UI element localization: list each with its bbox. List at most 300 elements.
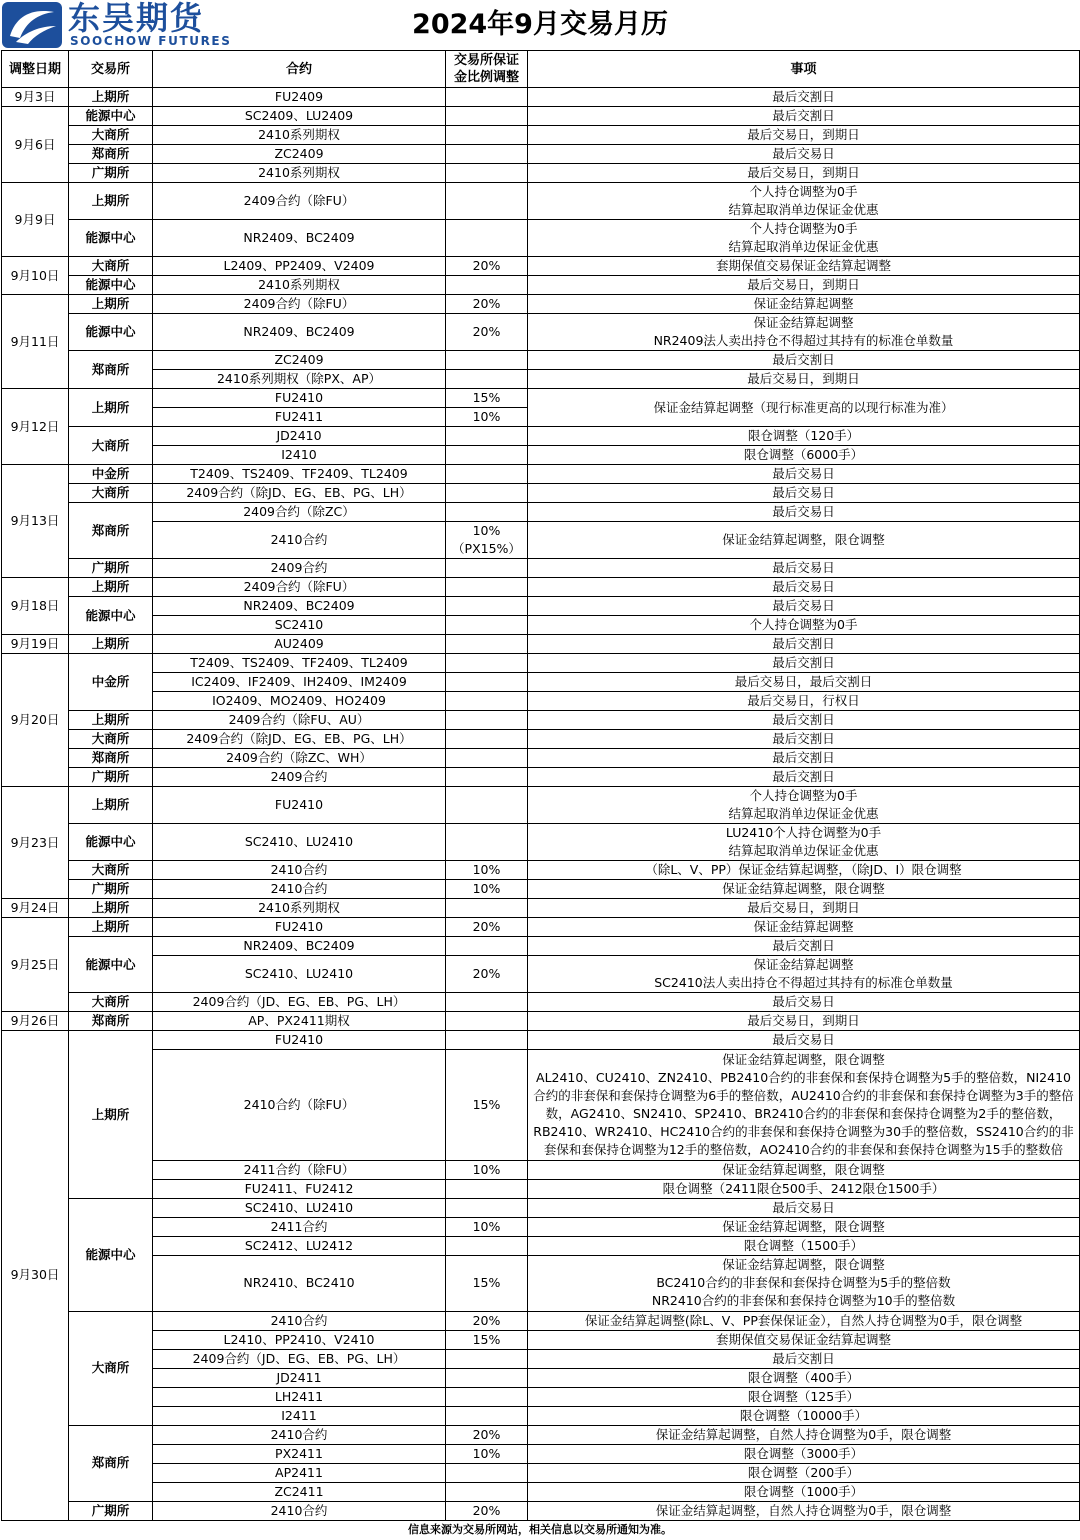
table-row xyxy=(2,937,1080,956)
item-cell: 限仓调整（120手） xyxy=(528,427,1080,446)
brand-name-cn: 东吴期货 xyxy=(68,0,205,37)
margin-cell xyxy=(446,730,528,749)
item-cell: 限仓调整（1500手） xyxy=(528,1237,1080,1256)
table-row xyxy=(2,993,1080,1012)
date-cell: 9月23日 xyxy=(2,787,69,899)
contract-cell: L2409、PP2409、V2409 xyxy=(153,257,446,276)
exchange-cell: 大商所 xyxy=(69,1311,153,1425)
table-row xyxy=(2,1482,1080,1501)
item-cell: 最后交易日 xyxy=(528,465,1080,484)
item-cell: 保证金结算起调整，自然人持仓调整为0手，限仓调整 xyxy=(528,1501,1080,1520)
table-row xyxy=(2,1161,1080,1180)
exchange-cell: 能源中心 xyxy=(69,314,153,351)
margin-cell: 20% xyxy=(446,257,528,276)
contract-cell: I2411 xyxy=(153,1406,446,1425)
exchange-cell: 广期所 xyxy=(69,559,153,578)
margin-cell xyxy=(446,578,528,597)
contract-cell: ZC2409 xyxy=(153,145,446,164)
footer-note: 信息来源为交易所网站，相关信息以交易所通知为准。 xyxy=(408,1523,672,1536)
table-row xyxy=(2,1180,1080,1199)
contract-cell: FU2410 xyxy=(153,1031,446,1050)
contract-cell: ZC2409 xyxy=(153,351,446,370)
item-cell: 限仓调整（125手） xyxy=(528,1387,1080,1406)
table-row xyxy=(2,351,1080,370)
contract-cell: FU2409 xyxy=(153,88,446,107)
margin-cell xyxy=(446,503,528,522)
item-cell: 最后交易日，最后交割日 xyxy=(528,673,1080,692)
contract-cell: 2410系列期权 xyxy=(153,164,446,183)
contract-cell: SC2412、LU2412 xyxy=(153,1237,446,1256)
margin-cell xyxy=(446,824,528,861)
date-cell: 9月19日 xyxy=(2,635,69,654)
contract-cell: 2410合约 xyxy=(153,522,446,559)
margin-cell xyxy=(446,692,528,711)
table-row xyxy=(2,1406,1080,1425)
margin-cell xyxy=(446,276,528,295)
contract-cell: 2411合约（除FU） xyxy=(153,1161,446,1180)
contract-cell: IO2409、MO2409、HO2409 xyxy=(153,692,446,711)
margin-cell: 10% xyxy=(446,1161,528,1180)
margin-cell xyxy=(446,1463,528,1482)
item-cell: （除L、V、PP）保证金结算起调整，（除JD、I）限仓调整 xyxy=(528,861,1080,880)
date-cell: 9月25日 xyxy=(2,918,69,1012)
contract-cell: FU2410 xyxy=(153,389,446,408)
margin-cell: 10% xyxy=(446,408,528,427)
date-cell: 9月11日 xyxy=(2,295,69,389)
contract-cell: NR2409、BC2409 xyxy=(153,937,446,956)
calendar-body xyxy=(2,88,1080,1521)
contract-cell: FU2411、FU2412 xyxy=(153,1180,446,1199)
margin-cell xyxy=(446,1199,528,1218)
margin-cell xyxy=(446,1368,528,1387)
exchange-cell: 广期所 xyxy=(69,164,153,183)
table-row xyxy=(2,1349,1080,1368)
contract-cell: AP2411 xyxy=(153,1463,446,1482)
margin-cell xyxy=(446,1237,528,1256)
item-cell: 最后交割日 xyxy=(528,937,1080,956)
table-row xyxy=(2,711,1080,730)
margin-cell: 10% （PX15%） xyxy=(446,522,528,559)
margin-cell xyxy=(446,559,528,578)
margin-cell: 10% xyxy=(446,1444,528,1463)
item-cell: 最后交易日，到期日 xyxy=(528,899,1080,918)
exchange-cell: 上期所 xyxy=(69,711,153,730)
contract-cell: 2409合约（除FU） xyxy=(153,295,446,314)
margin-cell: 20% xyxy=(446,295,528,314)
exchange-cell: 能源中心 xyxy=(69,276,153,295)
header-contract: 合约 xyxy=(153,51,446,88)
table-row xyxy=(2,1031,1080,1050)
header xyxy=(0,0,1080,50)
item-cell: 保证金结算起调整 SC2410法人卖出持仓不得超过其持有的标准仓单数量 xyxy=(528,956,1080,993)
table-row xyxy=(2,88,1080,107)
contract-cell: 2411合约 xyxy=(153,1218,446,1237)
date-cell: 9月18日 xyxy=(2,578,69,635)
margin-cell xyxy=(446,899,528,918)
margin-cell: 10% xyxy=(446,880,528,899)
exchange-cell: 能源中心 xyxy=(69,220,153,257)
table-row xyxy=(2,673,1080,692)
item-cell: 限仓调整（1000手） xyxy=(528,1482,1080,1501)
table-row xyxy=(2,1050,1080,1161)
brand-name-en: SOOCHOW FUTURES xyxy=(70,34,232,48)
exchange-cell: 上期所 xyxy=(69,918,153,937)
item-cell: 个人持仓调整为0手 结算起取消单边保证金优惠 xyxy=(528,220,1080,257)
contract-cell: FU2410 xyxy=(153,787,446,824)
margin-cell: 15% xyxy=(446,389,528,408)
item-cell: 最后交割日 xyxy=(528,107,1080,126)
exchange-cell: 郑商所 xyxy=(69,749,153,768)
exchange-cell: 上期所 xyxy=(69,787,153,824)
margin-cell xyxy=(446,1349,528,1368)
margin-cell xyxy=(446,1482,528,1501)
date-cell: 9月10日 xyxy=(2,257,69,295)
margin-cell xyxy=(446,711,528,730)
contract-cell: 2409合约 xyxy=(153,559,446,578)
margin-cell: 20% xyxy=(446,918,528,937)
item-cell: 最后交易日 xyxy=(528,993,1080,1012)
item-cell: 最后交割日 xyxy=(528,1349,1080,1368)
item-cell: 限仓调整（10000手） xyxy=(528,1406,1080,1425)
item-cell: 限仓调整（200手） xyxy=(528,1463,1080,1482)
margin-cell xyxy=(446,446,528,465)
item-cell: 最后交割日 xyxy=(528,730,1080,749)
margin-cell xyxy=(446,1012,528,1031)
item-cell: 最后交割日 xyxy=(528,768,1080,787)
exchange-cell: 郑商所 xyxy=(69,503,153,559)
margin-cell: 20% xyxy=(446,314,528,351)
item-cell: 最后交易日 xyxy=(528,484,1080,503)
table-row xyxy=(2,918,1080,937)
exchange-cell: 上期所 xyxy=(69,578,153,597)
margin-cell: 20% xyxy=(446,956,528,993)
item-cell: 最后交割日 xyxy=(528,351,1080,370)
item-cell: 最后交割日 xyxy=(528,749,1080,768)
contract-cell: 2409合约（除ZC、WH） xyxy=(153,749,446,768)
margin-cell xyxy=(446,220,528,257)
table-row xyxy=(2,107,1080,126)
header-date: 调整日期 xyxy=(2,51,69,88)
table-row xyxy=(2,126,1080,145)
contract-cell: 2409合约（JD、EG、EB、PG、LH） xyxy=(153,1349,446,1368)
contract-cell: 2410合约 xyxy=(153,1425,446,1444)
contract-cell: 2410合约 xyxy=(153,861,446,880)
contract-cell: T2409、TS2409、TF2409、TL2409 xyxy=(153,465,446,484)
table-row xyxy=(2,183,1080,220)
margin-cell xyxy=(446,370,528,389)
margin-cell xyxy=(446,1180,528,1199)
table-row xyxy=(2,861,1080,880)
item-cell: 保证金结算起调整，限仓调整 xyxy=(528,522,1080,559)
table-row xyxy=(2,1425,1080,1444)
exchange-cell: 大商所 xyxy=(69,427,153,465)
contract-cell: L2410、PP2410、V2410 xyxy=(153,1330,446,1349)
margin-cell xyxy=(446,937,528,956)
contract-cell: 2410合约 xyxy=(153,880,446,899)
contract-cell: 2409合约 xyxy=(153,768,446,787)
item-cell: 最后交易日 xyxy=(528,578,1080,597)
exchange-cell: 能源中心 xyxy=(69,1199,153,1312)
exchange-cell: 上期所 xyxy=(69,635,153,654)
table-row xyxy=(2,446,1080,465)
exchange-cell: 中金所 xyxy=(69,465,153,484)
contract-cell: IC2409、IF2409、IH2409、IM2409 xyxy=(153,673,446,692)
contract-cell: 2409合约（除JD、EG、EB、PG、LH） xyxy=(153,730,446,749)
margin-cell xyxy=(446,1387,528,1406)
margin-cell: 15% xyxy=(446,1330,528,1349)
margin-cell xyxy=(446,787,528,824)
margin-cell xyxy=(446,1031,528,1050)
contract-cell: FU2410 xyxy=(153,918,446,937)
margin-cell xyxy=(446,351,528,370)
margin-cell: 15% xyxy=(446,1050,528,1161)
date-cell: 9月13日 xyxy=(2,465,69,578)
contract-cell: 2409合约（除FU） xyxy=(153,183,446,220)
item-cell: 最后交易日，到期日 xyxy=(528,1012,1080,1031)
date-cell: 9月24日 xyxy=(2,899,69,918)
margin-cell xyxy=(446,673,528,692)
table-row xyxy=(2,484,1080,503)
table-row xyxy=(2,257,1080,276)
contract-cell: SC2409、LU2409 xyxy=(153,107,446,126)
exchange-cell: 上期所 xyxy=(69,88,153,107)
item-cell: 套期保值交易保证金结算起调整 xyxy=(528,257,1080,276)
item-cell: LU2410个人持仓调整为0手 结算起取消单边保证金优惠 xyxy=(528,824,1080,861)
contract-cell: 2410合约 xyxy=(153,1311,446,1330)
exchange-cell: 能源中心 xyxy=(69,597,153,635)
contract-cell: FU2411 xyxy=(153,408,446,427)
contract-cell: AP、PX2411期权 xyxy=(153,1012,446,1031)
item-cell: 最后交易日 xyxy=(528,1199,1080,1218)
table-row xyxy=(2,1501,1080,1520)
margin-cell: 20% xyxy=(446,1311,528,1330)
table-row xyxy=(2,956,1080,993)
header-margin: 交易所保证 金比例调整 xyxy=(446,51,528,88)
exchange-cell: 大商所 xyxy=(69,730,153,749)
table-row xyxy=(2,465,1080,484)
margin-cell xyxy=(446,1406,528,1425)
table-row xyxy=(2,370,1080,389)
contract-cell: 2409合约（除JD、EG、EB、PG、LH） xyxy=(153,484,446,503)
item-cell: 保证金结算起调整，限仓调整 xyxy=(528,1218,1080,1237)
exchange-cell: 大商所 xyxy=(69,257,153,276)
table-row xyxy=(2,1387,1080,1406)
table-row xyxy=(2,220,1080,257)
table-row xyxy=(2,276,1080,295)
table-row xyxy=(2,1330,1080,1349)
margin-cell: 10% xyxy=(446,861,528,880)
margin-cell xyxy=(446,597,528,616)
item-cell: 最后交易日 xyxy=(528,503,1080,522)
item-cell: 保证金结算起调整(除L、V、PP套保保证金），自然人持仓调整为0手，限仓调整 xyxy=(528,1311,1080,1330)
item-cell: 最后交易日，到期日 xyxy=(528,276,1080,295)
header-exchange: 交易所 xyxy=(69,51,153,88)
table-row xyxy=(2,164,1080,183)
table-row xyxy=(2,314,1080,351)
item-cell: 最后交易日，到期日 xyxy=(528,370,1080,389)
exchange-cell: 郑商所 xyxy=(69,1012,153,1031)
table-row xyxy=(2,635,1080,654)
contract-cell: NR2409、BC2409 xyxy=(153,314,446,351)
contract-cell: 2410系列期权 xyxy=(153,899,446,918)
item-cell: 最后交易日 xyxy=(528,559,1080,578)
contract-cell: SC2410、LU2410 xyxy=(153,956,446,993)
item-cell: 保证金结算起调整，限仓调整 xyxy=(528,880,1080,899)
table-row xyxy=(2,503,1080,522)
contract-cell: NR2410、BC2410 xyxy=(153,1256,446,1312)
exchange-cell: 大商所 xyxy=(69,861,153,880)
margin-cell xyxy=(446,993,528,1012)
margin-cell xyxy=(446,616,528,635)
table-row xyxy=(2,578,1080,597)
table-row xyxy=(2,654,1080,673)
calendar-table xyxy=(1,50,1080,1521)
table-row xyxy=(2,787,1080,824)
item-cell: 个人持仓调整为0手 结算起取消单边保证金优惠 xyxy=(528,183,1080,220)
item-cell: 最后交割日 xyxy=(528,711,1080,730)
date-cell: 9月3日 xyxy=(2,88,69,107)
header-item: 事项 xyxy=(528,51,1080,88)
exchange-cell: 上期所 xyxy=(69,899,153,918)
item-cell: 限仓调整（400手） xyxy=(528,1368,1080,1387)
exchange-cell: 上期所 xyxy=(69,183,153,220)
contract-cell: SC2410、LU2410 xyxy=(153,1199,446,1218)
table-row xyxy=(2,824,1080,861)
item-cell: 保证金结算起调整 NR2409法人卖出持仓不得超过其持有的标准仓单数量 xyxy=(528,314,1080,351)
item-cell: 限仓调整（3000手） xyxy=(528,1444,1080,1463)
contract-cell: AU2409 xyxy=(153,635,446,654)
exchange-cell: 上期所 xyxy=(69,389,153,427)
table-row xyxy=(2,1256,1080,1312)
table-row xyxy=(2,768,1080,787)
table-row xyxy=(2,522,1080,559)
item-cell: 限仓调整（2411限仓500手、2412限仓1500手） xyxy=(528,1180,1080,1199)
contract-cell: JD2411 xyxy=(153,1368,446,1387)
item-cell: 最后交易日，到期日 xyxy=(528,126,1080,145)
date-cell: 9月30日 xyxy=(2,1031,69,1521)
table-row xyxy=(2,899,1080,918)
exchange-cell: 能源中心 xyxy=(69,937,153,993)
margin-cell xyxy=(446,749,528,768)
contract-cell: SC2410 xyxy=(153,616,446,635)
contract-cell: 2410合约 xyxy=(153,1501,446,1520)
margin-cell xyxy=(446,768,528,787)
exchange-cell: 大商所 xyxy=(69,993,153,1012)
margin-cell: 20% xyxy=(446,1425,528,1444)
table-row xyxy=(2,616,1080,635)
item-cell: 最后交易日，行权日 xyxy=(528,692,1080,711)
contract-cell: LH2411 xyxy=(153,1387,446,1406)
item-cell: 保证金结算起调整，自然人持仓调整为0手，限仓调整 xyxy=(528,1425,1080,1444)
date-cell: 9月9日 xyxy=(2,183,69,257)
item-cell: 保证金结算起调整（现行标准更高的以现行标准为准） xyxy=(528,389,1080,427)
table-row xyxy=(2,389,1080,408)
item-cell: 个人持仓调整为0手 xyxy=(528,616,1080,635)
exchange-cell: 大商所 xyxy=(69,484,153,503)
item-cell: 保证金结算起调整，限仓调整 xyxy=(528,1161,1080,1180)
contract-cell: T2409、TS2409、TF2409、TL2409 xyxy=(153,654,446,673)
exchange-cell: 上期所 xyxy=(69,295,153,314)
date-cell: 9月26日 xyxy=(2,1012,69,1031)
margin-cell xyxy=(446,88,528,107)
table-row xyxy=(2,559,1080,578)
item-cell: 最后交易日，到期日 xyxy=(528,164,1080,183)
exchange-cell: 郑商所 xyxy=(69,145,153,164)
exchange-cell: 中金所 xyxy=(69,654,153,711)
table-row xyxy=(2,1444,1080,1463)
item-cell: 个人持仓调整为0手 结算起取消单边保证金优惠 xyxy=(528,787,1080,824)
margin-cell xyxy=(446,126,528,145)
page-title: 2024年9月交易月历 xyxy=(412,9,668,40)
item-cell: 最后交割日 xyxy=(528,654,1080,673)
exchange-cell: 能源中心 xyxy=(69,824,153,861)
margin-cell xyxy=(446,484,528,503)
table-row xyxy=(2,749,1080,768)
item-cell: 最后交易日 xyxy=(528,597,1080,616)
margin-cell xyxy=(446,654,528,673)
contract-cell: 2409合约（除FU、AU） xyxy=(153,711,446,730)
item-cell: 保证金结算起调整，限仓调整 BC2410合约的非套保和套保持仓调整为5手的整倍数 NR2410合约的非套保和套保持仓调整为10手的整倍数 xyxy=(528,1256,1080,1312)
table-row xyxy=(2,1311,1080,1330)
table-row xyxy=(2,597,1080,616)
table-header-row xyxy=(2,51,1080,88)
contract-cell: 2410系列期权 xyxy=(153,126,446,145)
table-row xyxy=(2,692,1080,711)
contract-cell: JD2410 xyxy=(153,427,446,446)
table-row xyxy=(2,1199,1080,1218)
exchange-cell: 大商所 xyxy=(69,126,153,145)
item-cell: 保证金结算起调整 xyxy=(528,295,1080,314)
table-row xyxy=(2,1237,1080,1256)
contract-cell: NR2409、BC2409 xyxy=(153,597,446,616)
item-cell: 最后交易日 xyxy=(528,1031,1080,1050)
margin-cell xyxy=(446,107,528,126)
contract-cell: 2409合约（除ZC） xyxy=(153,503,446,522)
contract-cell: 2410系列期权（除PX、AP） xyxy=(153,370,446,389)
contract-cell: 2409合约（JD、EG、EB、PG、LH） xyxy=(153,993,446,1012)
table-row xyxy=(2,295,1080,314)
item-cell: 套期保值交易保证金结算起调整 xyxy=(528,1330,1080,1349)
item-cell: 最后交割日 xyxy=(528,635,1080,654)
contract-cell: 2410系列期权 xyxy=(153,276,446,295)
margin-cell xyxy=(446,183,528,220)
contract-cell: 2409合约（除FU） xyxy=(153,578,446,597)
item-cell: 保证金结算起调整，限仓调整 AL2410、CU2410、ZN2410、PB2410合约的非套保和套保持仓调整为5手的整倍数，NI2410合约的非套保和套保持仓调整为6手的整倍数，AU2410合约的非套保和套保持仓调整为3手的整倍数，AG2410、SN2410、SP2410、BR2410合约的非套保和套保持仓调整为2手的整倍数，RB2410、WR2410、HC2410合约的非套保和套保持仓调整为30手的整倍数，SS2410合约的非套保和套保持仓调整为12手的整倍数，AO2410合约的非套保和套保持仓调整为15手的整数倍 xyxy=(528,1050,1080,1161)
margin-cell xyxy=(446,465,528,484)
margin-cell: 15% xyxy=(446,1256,528,1312)
table-row xyxy=(2,1012,1080,1031)
item-cell: 保证金结算起调整 xyxy=(528,918,1080,937)
margin-cell xyxy=(446,164,528,183)
date-cell: 9月20日 xyxy=(2,654,69,787)
contract-cell: I2410 xyxy=(153,446,446,465)
item-cell: 最后交割日 xyxy=(528,88,1080,107)
margin-cell xyxy=(446,145,528,164)
table-row xyxy=(2,1218,1080,1237)
margin-cell: 10% xyxy=(446,1218,528,1237)
exchange-cell: 郑商所 xyxy=(69,1425,153,1501)
exchange-cell: 上期所 xyxy=(69,1031,153,1199)
date-cell: 9月12日 xyxy=(2,389,69,465)
exchange-cell: 广期所 xyxy=(69,768,153,787)
table-row xyxy=(2,427,1080,446)
margin-cell: 20% xyxy=(446,1501,528,1520)
contract-cell: PX2411 xyxy=(153,1444,446,1463)
contract-cell: 2410合约（除FU） xyxy=(153,1050,446,1161)
table-row xyxy=(2,145,1080,164)
exchange-cell: 郑商所 xyxy=(69,351,153,389)
table-row xyxy=(2,1463,1080,1482)
